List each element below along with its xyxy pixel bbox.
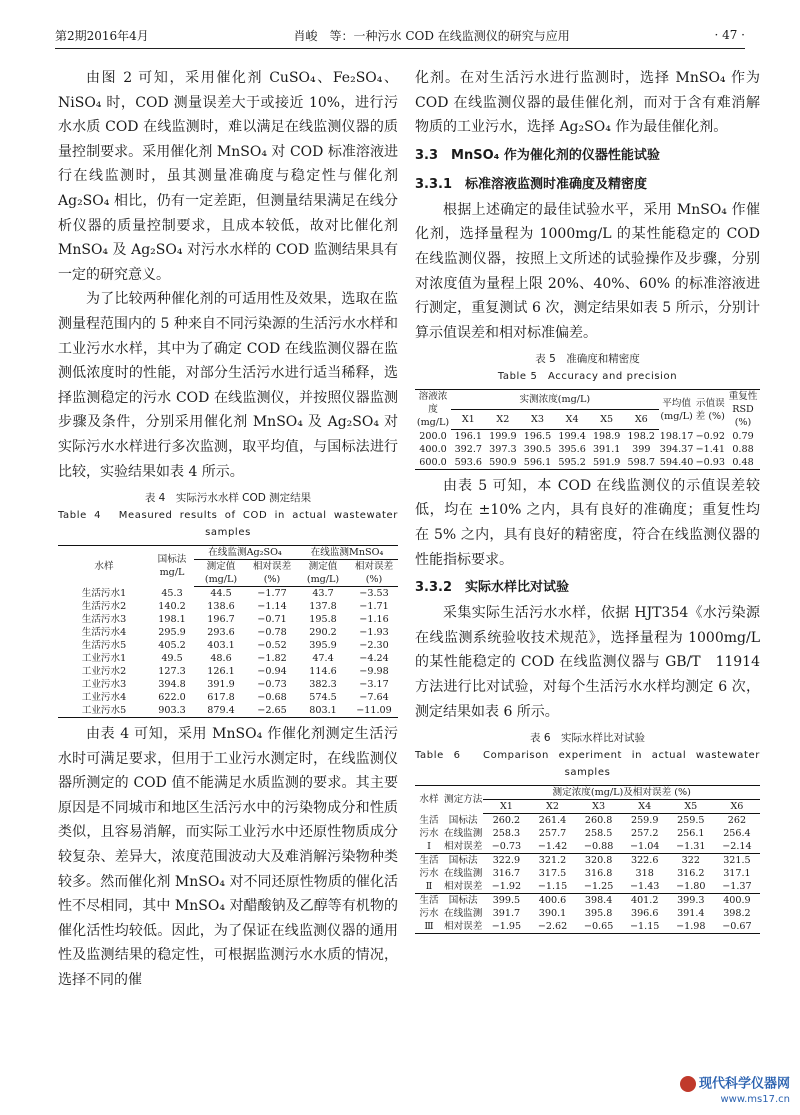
row-label: 工业污水2 — [81, 666, 127, 678]
table-row — [58, 626, 398, 639]
row-label: 工业污水4 — [81, 692, 127, 704]
table-cell: 259.9 — [630, 815, 659, 827]
table-cell: −1.25 — [576, 880, 622, 894]
table-row — [58, 600, 398, 613]
table-cell: 317.1 — [723, 868, 751, 880]
subsection-heading: 3.3.1 标准溶液监测时准确度及精密度 — [415, 176, 648, 192]
table-cell: 398.4 — [584, 895, 613, 907]
watermark-url: www.ms17.cn — [720, 1094, 790, 1105]
table-cell: 258.5 — [584, 828, 613, 840]
table-cell: −1.82 — [257, 653, 287, 665]
table-cell: 316.8 — [584, 868, 613, 880]
table-cell: 595.2 — [555, 456, 590, 470]
table-cell: 401.2 — [630, 895, 659, 907]
table-header: 在线监测MnSO₄ — [296, 546, 398, 560]
table-header: X5 — [589, 410, 624, 430]
table-6-caption-en: Table 6 Comparison experiment in actual wastewater samples — [415, 750, 760, 779]
table-cell: 198.17 — [659, 430, 694, 442]
table-row — [415, 854, 760, 868]
table-cell: 199.4 — [558, 430, 586, 442]
table-cell: 196.7 — [207, 614, 235, 626]
section-heading: 3.3 MnSO₄ 作为催化剂的仪器性能试验 — [415, 147, 660, 163]
table-cell: 391.7 — [492, 908, 521, 920]
table-row — [415, 827, 760, 840]
table-cell: −0.73 — [483, 840, 529, 854]
table-header: X3 — [520, 410, 555, 430]
table-6 — [415, 785, 760, 934]
table-cell: 399.3 — [677, 895, 705, 907]
table-cell: 400.0 — [419, 443, 447, 455]
method-label: 在线监测 — [444, 868, 483, 880]
table-cell: −1.14 — [257, 601, 287, 613]
table-cell: 622.0 — [158, 692, 186, 704]
method-label: 相对误差 — [444, 841, 483, 853]
table-cell: −2.30 — [359, 640, 389, 652]
table-cell: 399 — [632, 443, 651, 455]
table-cell: 0.88 — [732, 443, 754, 455]
table-cell: −11.09 — [350, 704, 398, 718]
header-page-number: · 47 · — [714, 28, 745, 42]
table-cell: −1.98 — [668, 920, 714, 934]
table-header: 实测浓度(mg/L) — [451, 390, 659, 410]
table-row — [415, 456, 760, 470]
table-cell: 391.1 — [592, 443, 621, 455]
table-5-caption-zh: 表 5 准确度和精密度 — [535, 353, 640, 366]
group-label: 生活污水 Ⅱ — [415, 854, 443, 894]
watermark-name: 现代科学仪器网 — [698, 1076, 790, 1092]
table-header: X2 — [486, 410, 521, 430]
table-cell: 290.2 — [309, 627, 337, 639]
table-cell: 593.6 — [451, 456, 486, 470]
table-cell: −0.71 — [257, 614, 287, 626]
method-label: 在线监测 — [444, 828, 483, 840]
table-header: 平均值 (mg/L) — [659, 390, 695, 430]
table-cell: 126.1 — [207, 666, 235, 678]
header-issue: 第2期2016年4月 — [55, 28, 149, 43]
table-cell: 0.48 — [726, 456, 760, 470]
table-cell: 321.5 — [723, 855, 751, 867]
table-cell: 574.5 — [309, 692, 337, 704]
table-header: X6 — [624, 410, 659, 430]
table-cell: 390.5 — [523, 443, 552, 455]
table-cell: 398.2 — [723, 908, 751, 920]
table-cell: 114.6 — [309, 666, 337, 678]
table-cell: −2.62 — [529, 920, 575, 934]
group-label: 生活污水 Ⅲ — [415, 894, 443, 934]
table-cell: 196.1 — [454, 430, 483, 442]
table-cell: −1.92 — [483, 880, 529, 894]
table-cell: 198.2 — [627, 430, 656, 442]
table-4 — [58, 545, 398, 718]
table-cell: 903.3 — [150, 704, 194, 718]
table-cell: 400.9 — [723, 895, 751, 907]
table-header: 溶液浓度 (mg/L) — [416, 391, 450, 429]
table-cell: 316.7 — [492, 868, 521, 880]
table-cell: 803.1 — [296, 704, 350, 718]
table-cell: 256.4 — [723, 828, 751, 840]
table-cell: 591.9 — [589, 456, 624, 470]
table-row — [415, 920, 760, 934]
table-header: X4 — [555, 410, 590, 430]
table-cell: −2.14 — [714, 840, 760, 854]
table-cell: 259.5 — [677, 815, 705, 827]
table-cell: −0.88 — [576, 840, 622, 854]
method-label: 相对误差 — [444, 921, 483, 933]
row-label: 生活污水3 — [81, 614, 127, 626]
table-cell: 399.5 — [492, 895, 521, 907]
table-header: 测定方法 — [443, 786, 483, 814]
table-cell: −0.52 — [257, 640, 287, 652]
table-cell: 199.9 — [489, 430, 517, 442]
table-row — [415, 840, 760, 854]
table-cell: −1.95 — [483, 920, 529, 934]
table-cell: 261.4 — [538, 815, 567, 827]
table-cell: −7.64 — [359, 692, 389, 704]
table-row — [415, 867, 760, 880]
table-cell: 395.9 — [309, 640, 337, 652]
table-header: X1 — [451, 410, 486, 430]
table-row — [58, 678, 398, 691]
table-cell: 43.7 — [312, 588, 334, 600]
paragraph: 由表 4 可知，采用 MnSO₄ 作催化剂测定生活污水时可满足要求，但用于工业污水测定时，在线监测仪器所测定的 COD 值不能满足水质监测的要求。其主要原因是不同城市和地区生活污水中的污染物成分和性质类似，且容易消解，而实际工业污水中还原性物质成分较复杂、差异大，浓度范围波动大及难消解污染物种类较多。然而催化剂 MnSO₄ 对不同还原性物质的催化活性不尽相同，其中 MnSO₄ 对醋酸钠及乙醇等有机物的催化活性均较低。因此，为了保证在线监测仪器的通用性及监测结果的稳定性，可根据监测污水水质的情况，选择不同的催 — [58, 726, 398, 989]
group-label: 生活污水 Ⅰ — [415, 814, 443, 854]
table-cell: 322 — [681, 855, 700, 867]
table-row — [415, 429, 760, 443]
table-cell: 198.1 — [158, 614, 186, 626]
table-cell: 258.3 — [492, 828, 521, 840]
table-4-caption-en: Table 4 Measured results of COD in actual wastewater samples — [58, 510, 398, 539]
table-cell: 397.3 — [489, 443, 517, 455]
table-cell: 322.6 — [630, 855, 659, 867]
row-label: 生活污水4 — [81, 627, 127, 639]
paragraph: 化剂。在对生活污水进行监测时，选择 MnSO₄ 作为 COD 在线监测仪器的最佳催化剂，而对于含有难消解物质的工业污水，选择 Ag₂SO₄ 作为最佳催化剂。 — [415, 70, 760, 136]
table-header: X2 — [529, 800, 575, 814]
table-cell: −1.41 — [695, 443, 725, 455]
table-header: X4 — [622, 800, 668, 814]
table-cell: 394.37 — [659, 443, 694, 455]
table-cell: 316.2 — [677, 868, 705, 880]
table-row — [415, 894, 760, 908]
table-cell: 879.4 — [194, 704, 248, 718]
table-cell: −0.67 — [714, 920, 760, 934]
table-cell: 262 — [727, 815, 747, 827]
method-label: 相对误差 — [444, 881, 483, 893]
table-cell: 403.1 — [207, 640, 235, 652]
table-cell: 321.2 — [538, 855, 567, 867]
table-row — [58, 587, 398, 601]
table-cell: −1.77 — [257, 588, 287, 600]
table-cell: −1.37 — [714, 880, 760, 894]
table-header: 水样 — [415, 786, 443, 814]
table-row — [58, 691, 398, 704]
paragraph: 为了比较两种催化剂的可适用性及效果，选取在监测量程范围内的 5 种来自不同污染源的生活污水水样和工业污水水样，其中为了确定 COD 在线监测仪器在监测低浓度时的性能，对部分生活污水进行适当稀释，选择监测稳定的污水 COD 在线监测仪，并按照仪器监测步骤及条件，分别采用催化剂 MnSO₄ 及 Ag₂SO₄ 对实际污水水样进行多次监测，取平均值，与国标法进行比较，实验结果如表 4 所示。 — [58, 291, 398, 480]
running-header — [55, 22, 745, 49]
table-row — [58, 652, 398, 665]
table-cell: 396.6 — [630, 908, 659, 920]
row-label: 生活污水1 — [81, 587, 127, 599]
table-cell: −0.78 — [257, 627, 287, 639]
table-5-caption-en: Table 5 Accuracy and precision — [497, 371, 678, 383]
method-label: 国标法 — [448, 814, 478, 826]
table-5 — [415, 389, 760, 470]
table-header: 相对误差 (%) — [248, 560, 296, 587]
row-label: 工业污水5 — [58, 704, 150, 718]
table-header: 重复性 RSD (%) — [726, 390, 760, 430]
table-cell: −1.31 — [668, 840, 714, 854]
table-cell: 590.9 — [486, 456, 521, 470]
table-row — [415, 814, 760, 828]
table-cell: 45.3 — [161, 587, 183, 599]
table-cell: −9.98 — [359, 666, 389, 678]
paragraph: 由图 2 可知，采用催化剂 CuSO₄、Fe₂SO₄、NiSO₄ 时，COD 测量误差大于或接近 10%，进行污水水质 COD 在线监测时，难以满足在线监测仪器的质量控制要求。采用催化剂 MnSO₄ 对 COD 标准溶液进行在线监测时，虽其测量准确度与稳定性与催化剂 Ag₂SO₄ 相比，仍有一定差距，但测量结果满足在线分析仪器的质量控制要求，且成本较低，故对比催化剂 MnSO₄ 及 Ag₂SO₄ 对污水水样的 COD 监测结果具有一定的研究意义。 — [58, 70, 398, 283]
table-cell: −1.42 — [529, 840, 575, 854]
table-header: 测定浓度(mg/L)及相对误差 (%) — [483, 786, 760, 800]
table-cell: 391.4 — [677, 908, 705, 920]
table-cell: 392.7 — [454, 443, 483, 455]
table-cell: 320.8 — [584, 855, 613, 867]
table-row — [415, 880, 760, 894]
table-cell: 293.6 — [207, 627, 235, 639]
table-header: 国标法 mg/L — [150, 546, 194, 587]
table-cell: 295.9 — [158, 627, 186, 639]
table-header: X3 — [576, 800, 622, 814]
table-cell: −1.71 — [359, 601, 389, 613]
table-cell: −0.94 — [257, 666, 287, 678]
table-header: X6 — [714, 800, 760, 814]
table-cell: 405.2 — [158, 640, 186, 652]
row-label: 生活污水2 — [81, 601, 127, 613]
table-cell: −4.24 — [359, 653, 389, 665]
method-label: 国标法 — [448, 855, 478, 867]
table-cell: 317.5 — [538, 868, 567, 880]
table-cell: 395.8 — [584, 908, 613, 920]
table-cell: −1.43 — [622, 880, 668, 894]
method-label: 国标法 — [448, 895, 478, 907]
table-cell: 140.2 — [158, 601, 186, 613]
table-cell: −1.15 — [622, 920, 668, 934]
table-header: 相对误差 (%) — [350, 560, 398, 587]
table-cell: 318 — [635, 868, 654, 880]
table-cell: −1.04 — [622, 840, 668, 854]
table-cell: 395.6 — [558, 443, 586, 455]
table-cell: 400.6 — [538, 895, 567, 907]
table-cell: 198.9 — [592, 430, 621, 442]
table-cell: 594.40 — [659, 456, 694, 468]
table-cell: −2.65 — [248, 704, 296, 718]
table-6-caption-zh: 表 6 实际水样比对试验 — [529, 732, 646, 745]
table-header: 在线监测Ag₂SO₄ — [194, 546, 296, 560]
table-header: 示值误差 (%) — [695, 390, 726, 430]
table-cell: 49.5 — [161, 653, 183, 665]
table-cell: 127.3 — [158, 666, 186, 678]
table-row — [415, 443, 760, 456]
table-cell: 394.8 — [158, 679, 186, 691]
table-cell: 257.2 — [630, 828, 659, 840]
table-cell: 598.7 — [624, 456, 659, 470]
table-cell: 382.3 — [309, 679, 337, 691]
table-cell: 256.1 — [677, 828, 705, 840]
table-cell: 617.8 — [207, 692, 235, 704]
table-header: X1 — [483, 800, 529, 814]
method-label: 在线监测 — [444, 908, 483, 920]
table-cell: 391.9 — [207, 679, 235, 691]
right-column — [415, 66, 760, 934]
table-cell: −1.80 — [668, 880, 714, 894]
table-cell: 596.1 — [520, 456, 555, 470]
table-row — [58, 639, 398, 652]
globe-icon — [680, 1076, 696, 1092]
table-cell: 322.9 — [492, 855, 521, 867]
subsection-heading: 3.3.2 实际水样比对试验 — [415, 580, 570, 596]
table-cell: 260.8 — [584, 815, 613, 827]
table-cell: 257.7 — [538, 828, 567, 840]
table-row — [58, 613, 398, 626]
row-label: 生活污水5 — [81, 640, 127, 652]
table-cell: −0.93 — [695, 456, 725, 468]
table-cell: 47.4 — [312, 653, 334, 665]
table-row — [415, 907, 760, 920]
table-cell: 137.8 — [309, 601, 337, 613]
table-cell: 138.6 — [207, 601, 235, 613]
table-header: 测定值 (mg/L) — [194, 560, 248, 587]
table-cell: 48.6 — [210, 653, 232, 665]
paragraph: 由表 5 可知，本 COD 在线监测仪的示值误差较低，均在 ±10% 之内，具有良好的准确度；重复性均在 5% 之内，具有良好的精密度，符合在线监测仪器的性能指标要求。 — [415, 477, 760, 568]
table-header: 水样 — [58, 546, 150, 587]
table-4-caption-zh: 表 4 实际污水水样 COD 测定结果 — [144, 492, 312, 505]
watermark-logo — [680, 1076, 790, 1107]
table-cell: −0.68 — [257, 692, 287, 704]
table-cell: −3.53 — [359, 588, 389, 600]
table-cell: 0.79 — [732, 430, 754, 442]
table-cell: 390.1 — [538, 908, 567, 920]
table-header: X5 — [668, 800, 714, 814]
left-column — [58, 66, 398, 993]
paragraph: 采集实际生活污水水样，依据 HJT354《水污染源在线监测系统验收技术规范》，选择量程为 1000mg/L 的某性能稳定的 COD 在线监测仪器与 GB/T 11914 方法进行比对试验，对每个生活污水水样均测定 6 次，测定结果如表 6 所示。 — [415, 605, 760, 720]
table-cell: −0.65 — [576, 920, 622, 934]
table-cell: 196.5 — [523, 430, 552, 442]
table-row — [58, 665, 398, 678]
table-cell: 260.2 — [492, 815, 521, 827]
row-label: 工业污水3 — [81, 679, 127, 691]
table-cell: −0.92 — [695, 430, 725, 442]
table-cell: −1.93 — [359, 627, 389, 639]
table-cell: −1.16 — [359, 614, 389, 626]
table-cell: 600.0 — [415, 456, 451, 470]
row-label: 工业污水1 — [81, 653, 127, 665]
table-cell: 200.0 — [419, 430, 447, 442]
table-cell: 195.8 — [309, 614, 337, 626]
table-cell: −1.15 — [529, 880, 575, 894]
table-cell: 44.5 — [210, 588, 232, 600]
table-cell: −0.73 — [257, 679, 287, 691]
table-cell: −3.17 — [359, 679, 389, 691]
table-row — [58, 704, 398, 718]
header-title: 肖峻 等：一种污水 COD 在线监测仪的研究与应用 — [293, 28, 570, 43]
paragraph: 根据上述确定的最佳试验水平，采用 MnSO₄ 作催化剂，选择量程为 1000mg/L 的某性能稳定的 COD 在线监测仪器，按照上文所述的试验操作及步骤，分别对浓度值为量程上限 20%、40%、60% 的标准溶液进行测定，重复测试 6 次，测定结果如表 5 所示，分别计算示值误差和相对标准偏差。 — [415, 201, 760, 341]
table-header: 测定值 (mg/L) — [296, 560, 350, 587]
